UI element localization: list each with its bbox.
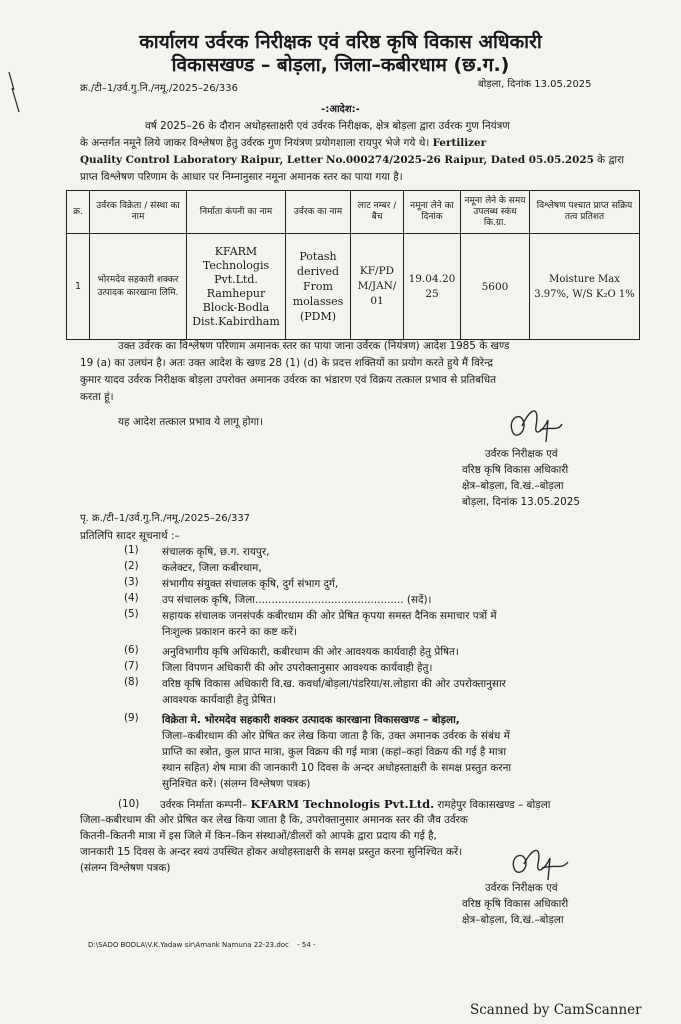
manufacturer-line: Dist.Kabirdham	[192, 314, 280, 328]
para2-line5: यह आदेश तत्काल प्रभाव ये लागू होगा।	[118, 416, 263, 428]
para1-line3-tail: के द्वारा	[597, 154, 625, 166]
cc-number: (9)	[124, 712, 139, 724]
cc-number: (8)	[124, 676, 139, 688]
cc-item-text: प्राप्ति का स्त्रोत, कुल प्राप्त मात्रा, कुल विक्रय की गई मात्रा (कहां–कहां विक्रय की गई है मात्रा	[162, 746, 507, 758]
result-line: Moisture Max	[549, 273, 620, 285]
manufacturer-line: Technologis	[202, 258, 270, 272]
signature2-line2: वरिष्ठ कृषि विकास अधिकारी	[462, 898, 569, 910]
result-line: 3.97%, W/S K₂O 1%	[534, 288, 635, 300]
manufacturer-line: Pvt.Ltd.	[214, 272, 258, 286]
date-line: 19.04.20	[408, 272, 456, 285]
lot-line: KF/PD	[359, 265, 395, 277]
cell-sno: 1	[67, 234, 90, 340]
cc-item-text: स्थान सहित) शेष मात्रा की जानकारी 10 दिवस के अन्दर अधोहस्ताक्षरी के समक्ष प्रस्तुत करना	[162, 762, 512, 774]
cc-number: (6)	[124, 644, 139, 656]
para1-line4: प्राप्त विश्लेषण परिणाम के आधार पर निम्नानुसार नमूना अमानक स्तर का पाया गया है।	[80, 171, 403, 183]
signature2-line3: क्षेत्र–बोड़ला, वि.खं.–बोड़ला	[462, 914, 564, 926]
footer-page-number: - 54 -	[297, 941, 316, 949]
cc-item-text: संभागीय संयुक्त संचालक कृषि, दुर्ग संभाग दुर्ग,	[162, 578, 339, 590]
cc-number: (3)	[124, 576, 139, 588]
cc10-tail: रामहेपुर विकासखण्ड – बोड़ला	[437, 799, 551, 811]
signature-image	[500, 400, 570, 450]
order-title: -:आदेश:-	[321, 104, 360, 115]
para1-line3-bold: Quality Control Laboratory Raipur, Letter No.000274/2025-26 Raipur, Dated 05.05.2025	[80, 154, 594, 166]
para2-line3: कुमार यादव उर्वरक निरीक्षक बोड़ला उपरोक्त अमानक उर्वरक का भंडारण एवं विक्रय तत्काल प्रभाव से प्रतिबधित	[80, 374, 497, 386]
para1-line2-bold: Fertilizer	[432, 137, 487, 149]
cell-result	[530, 234, 640, 340]
fertilizer-line: derived	[296, 265, 340, 278]
col-header: क्र.	[67, 191, 90, 234]
cc10-first-line	[160, 796, 640, 813]
cc-title: प्रतिलिपि सादर सूचनार्थ :–	[80, 530, 180, 542]
cc-item-text: उप संचालक कृषि, जिला............................................. (सदें)।	[162, 594, 432, 606]
cc-item-text: सहायक संचालक जनसंपर्क कबीरधाम की ओर प्रेषित कृपया समस्त दैनिक समाचार पत्रों में	[162, 610, 497, 622]
col-header: निर्माता कंपनी का नाम	[187, 191, 286, 234]
signature1-line1: उर्वरक निरीक्षक एवं	[485, 448, 558, 460]
cc-number: (4)	[124, 592, 139, 604]
cc10-line: जिला–कबीरधाम की ओर प्रेषित कर लेख किया जाता है कि, उपरोक्तानुसार अमानक स्तर की जैव उर्वरक	[80, 814, 468, 826]
cell-manufacturer	[187, 234, 286, 340]
col-header: उर्वरक विक्रेता / संस्था का नाम	[90, 191, 187, 234]
reference-date: बोड़ला, दिनांक 13.05.2025	[478, 79, 592, 90]
cc10-line: कितनी–कितनी मात्रा में इस जिले में किन–किन संस्थाओं/डीलरों को आपके द्वारा प्रदाय की गई है,	[80, 830, 437, 842]
cc-item-text: संचालक कृषि, छ.ग. रायपुर,	[162, 546, 270, 558]
cc-item-text: जिला–कबीरधाम की ओर प्रेषित कर लेख किया जाता है कि, उक्त अमानक उर्वरक के संबंध में	[162, 730, 510, 742]
para2-line4: करता हूं।	[80, 391, 114, 403]
fertilizer-line: From	[303, 280, 333, 293]
office-subtitle: विकासखण्ड – बोड़ला, जिला–कबीरधाम (छ.ग.)	[171, 54, 510, 76]
scanner-watermark: Scanned by CamScanner	[470, 1002, 642, 1018]
lot-line: 01	[370, 295, 384, 307]
table-header-row	[67, 191, 640, 234]
cc-item-text: वरिष्ठ कृषि विकास अधिकारी वि.ख. कवर्धा/बोड़ला/पंडरिया/स.लोहारा की ओर उपरोक्तानुसार	[162, 678, 506, 690]
col-header: लाट नम्बर / बैच	[351, 191, 404, 234]
fertilizer-line: Potash	[299, 250, 337, 263]
cc-item-text: अनुविभागीय कृषि अधिकारी, कबीरधाम की ओर आवश्यक कार्यवाही हेतु प्रेषित।	[162, 646, 459, 658]
cc-number: (7)	[124, 660, 139, 672]
para2-line1: उक्त उर्वरक का विश्लेषण परिणाम अमानक स्तर का पाया जाना उर्वरक (नियंत्रण) आदेश 1985 के खण्ड	[118, 340, 510, 352]
cc10-line: जानकारी 15 दिवस के अन्दर स्वयं उपस्थित होकर अधोहस्ताक्षरी के समक्ष प्रस्तुत करना सुनिश्चित करें।	[80, 846, 463, 858]
manufacturer-line: Ramhepur	[206, 286, 266, 300]
office-title: कार्यालय उर्वरक निरीक्षक एवं वरिष्ठ कृषि विकास अधिकारी	[139, 31, 542, 53]
cell-date	[404, 234, 461, 340]
signature1-line3: क्षेत्र–बोड़ला, वि.खं.–बोड़ला	[462, 480, 564, 492]
col-header: नमूना लेने का दिनांक	[404, 191, 461, 234]
signature1-line4: बोड़ला, दिनांक 13.05.2025	[462, 496, 580, 508]
cell-dealer: भोरमदेव सहकारी शक्कर उत्पादक कारखाना लिमि.	[90, 234, 187, 340]
col-header: उर्वरक का नाम	[286, 191, 351, 234]
signature2-line1: उर्वरक निरीक्षक एवं	[485, 882, 558, 894]
para2-line2: 19 (a) का उलघंन है। अतः उक्त आदेश के खण्ड 28 (1) (d) के प्रदत्त शक्तियों का प्रयोग करते हुये मैं विरेन्द्र	[80, 357, 493, 369]
footer-path-text: D:\SADO BODLA\V.K.Yadaw sir\Amank Namuna 22-23.doc	[88, 941, 289, 949]
date-line: 25	[425, 287, 439, 300]
analysis-table	[66, 190, 640, 340]
cc10-line: (संलग्न विश्लेषण पत्रक)	[80, 862, 171, 874]
cell-fertilizer	[286, 234, 351, 340]
cc-item-text: विक्रेता मे. भोरमदेव सहकारी शक्कर उत्पादक कारखाना विकासखण्ड – बोड़ला,	[162, 714, 460, 726]
manufacturer-line: Block-Bodla	[202, 300, 270, 314]
lot-line: M/JAN/	[357, 280, 397, 292]
reference-number-2: पृ. क्र./टी–1/उर्व.गु.नि./नमू./2025–26/337	[80, 513, 251, 524]
cc-item-text: कलेक्टर, जिला कबीरधाम,	[162, 562, 262, 574]
reference-number: क्र./टी–1/उर्व.गु.नि./नमू./2025–26/336	[80, 83, 239, 94]
table-row	[67, 234, 640, 340]
para1-line2	[80, 135, 486, 151]
col-header: विश्लेषण पश्चात प्राप्त सक्रिय तत्व प्रतिशत	[530, 191, 640, 234]
cc-number: (5)	[124, 608, 139, 620]
cc-item-text: निःशुल्क प्रकाशन करने का कष्ट करें।	[162, 626, 298, 638]
cc-item-text: आवश्यक कार्यवाही हेतु प्रेषित।	[162, 694, 277, 706]
cc10-number: (10)	[118, 798, 140, 810]
col-header: नमूना लेने के समय उपलब्ध स्कंध कि.ग्रा.	[461, 191, 530, 234]
para1-line1: वर्ष 2025–26 के दौरान अधोहस्ताक्षरी एवं उर्वरक निरीक्षक, क्षेत्र बोड़ला द्वारा उर्वरक गुण नियंत्रण	[145, 120, 510, 132]
cc10-lead: उर्वरक निर्माता कम्पनी–	[160, 799, 248, 811]
cc-number: (1)	[124, 544, 139, 556]
signature1-line2: वरिष्ठ कृषि विकास अधिकारी	[462, 464, 569, 476]
cc-number: (2)	[124, 560, 139, 572]
fertilizer-line: (PDM)	[299, 310, 337, 323]
para1-line2-text: के अन्तर्गत नमूने लिये जाकर विश्लेषण हेतु उर्वरक गुण नियंत्रण प्रयोगशाला रायपुर भेजे गये थे।	[80, 137, 430, 149]
cc-item-text: सुनिश्चित करें। (संलग्न विश्लेषण पत्रक)	[162, 778, 311, 790]
cc10-company: KFARM Technologis Pvt.Ltd.	[250, 797, 435, 811]
fertilizer-line: molasses	[292, 295, 344, 308]
cell-stock: 5600	[461, 234, 530, 340]
cc-item-text: जिला विपणन अधिकारी की ओर उपरोक्तानुसार आवश्यक कार्यवाही हेतु।	[162, 662, 433, 674]
footer-file-path	[88, 941, 316, 949]
manufacturer-line: KFARM	[214, 244, 258, 258]
cell-lot	[351, 234, 404, 340]
para1-line3	[80, 152, 624, 168]
